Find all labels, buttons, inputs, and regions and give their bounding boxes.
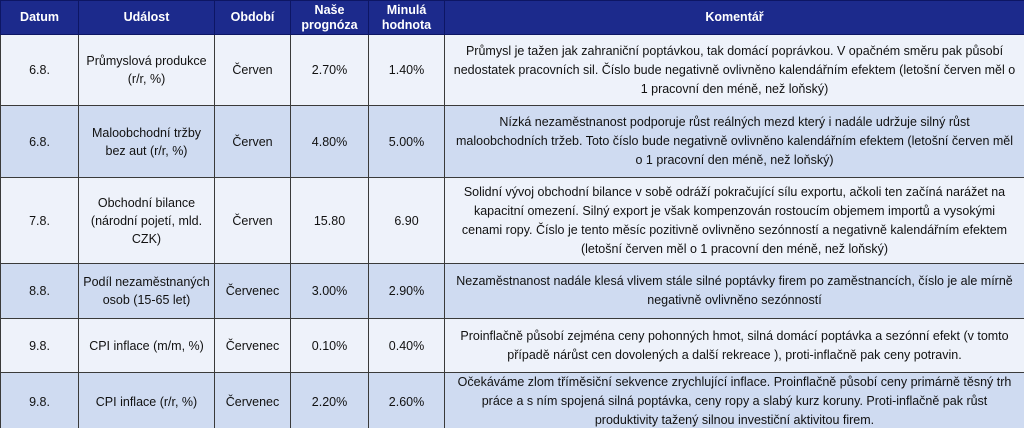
header-forecast [291, 1, 369, 35]
cell-date: 6.8. [1, 35, 79, 106]
cell-event: CPI inflace (r/r, %) [79, 373, 215, 428]
event-line: (národní pojetí, mld. [90, 213, 203, 228]
cell-date: 9.8. [1, 319, 79, 373]
cell-previous: 2.90% [369, 264, 445, 319]
cell-period: Červen [215, 106, 291, 178]
cell-forecast: 0.10% [291, 319, 369, 373]
cell-date: 8.8. [1, 264, 79, 319]
event-line: CZK) [131, 231, 162, 246]
cell-event [79, 264, 215, 319]
header-previous-line2: hodnota [381, 17, 432, 32]
cell-forecast: 2.70% [291, 35, 369, 106]
cell-event: CPI inflace (m/m, %) [79, 319, 215, 373]
event-line: (r/r, %) [127, 72, 166, 86]
header-forecast-line2: prognóza [301, 17, 358, 32]
cell-event [79, 106, 215, 178]
cell-comment: Solidní vývoj obchodní bilance v sobě odráží pokračující sílu exportu, ačkoli ten začíná narážet na kapacitní omezení. Silný export je však kompenzován rostoucím objemem importů a vysokými cenami ropy. Číslo je tento měsíc pozitivně ovlivněno sezónností a negativně kalendářním efektem (letošní červen měl o 1 pracovní den méně, než loňský) [445, 178, 1024, 264]
cell-previous: 2.60% [369, 373, 445, 428]
cell-period: Červen [215, 178, 291, 264]
event-line: Maloobchodní tržby [91, 125, 202, 140]
table-row [1, 106, 1024, 178]
cell-period: Červenec [215, 373, 291, 428]
cell-previous: 0.40% [369, 319, 445, 373]
cell-comment: Očekáváme zlom tříměsiční sekvence zrychlující inflace. Proinflačně působí ceny primárně těsný trh práce a s ním spojená silná poptávka, ceny ropy a slabý kurz koruny. Proti-inflačně pak růst produktivity tažený silnou investiční aktivitou firem. [445, 373, 1024, 428]
table-row [1, 319, 1024, 373]
cell-comment: Nezaměstnanost nadále klesá vlivem stále silné poptávky firem po zaměstnancích, číslo je ale mírně negativně ovlivněno sezónností [445, 264, 1024, 319]
cell-previous: 5.00% [369, 106, 445, 178]
header-date: Datum [1, 1, 79, 35]
cell-forecast: 2.20% [291, 373, 369, 428]
event-line: Obchodní bilance [97, 195, 196, 210]
event-line: Průmyslová produkce [86, 54, 207, 68]
header-comment: Komentář [445, 1, 1024, 35]
cell-period: Červenec [215, 264, 291, 319]
cell-forecast: 4.80% [291, 106, 369, 178]
event-line: Podíl nezaměstnaných [83, 275, 210, 289]
table-row [1, 178, 1024, 264]
cell-comment: Nízká nezaměstnanost podporuje růst reálných mezd který i nadále udržuje silný růst maloobchodních tržeb. Toto číslo bude negativně ovlivněno kalendářním efektem (letošní červen měl o 1 pracovní den méně, než loňský) [445, 106, 1024, 178]
cell-event [79, 178, 215, 264]
cell-date: 9.8. [1, 373, 79, 428]
table-row [1, 35, 1024, 106]
cell-period: Červenec [215, 319, 291, 373]
header-forecast-line1: Naše [314, 2, 345, 17]
table-row [1, 264, 1024, 319]
cell-comment: Průmysl je tažen jak zahraniční poptávkou, tak domácí poprávkou. V opačném směru pak působí nedostatek pracovních sil. Číslo bude negativně ovlivněno kalendářním efektem (letošní červen měl o 1 pracovní den méně, než loňský) [445, 35, 1024, 106]
event-line: osob (15-65 let) [102, 293, 191, 307]
event-line: bez aut (r/r, %) [105, 143, 188, 158]
cell-forecast: 3.00% [291, 264, 369, 319]
table-row [1, 373, 1024, 428]
header-event: Událost [79, 1, 215, 35]
table-header-row [1, 1, 1024, 35]
cell-period: Červen [215, 35, 291, 106]
cell-previous: 1.40% [369, 35, 445, 106]
header-period: Období [215, 1, 291, 35]
cell-comment: Proinflačně působí zejména ceny pohonných hmot, silná domácí poptávka a sezónní efekt (v tomto případě nárůst cen dovolených a další rekreace ), proti-inflačně pak ceny potravin. [445, 319, 1024, 373]
cell-forecast: 15.80 [291, 178, 369, 264]
header-previous-line1: Minulá [386, 2, 427, 17]
header-previous [369, 1, 445, 35]
cell-event [79, 35, 215, 106]
cell-previous: 6.90 [369, 178, 445, 264]
cell-date: 7.8. [1, 178, 79, 264]
cell-date: 6.8. [1, 106, 79, 178]
